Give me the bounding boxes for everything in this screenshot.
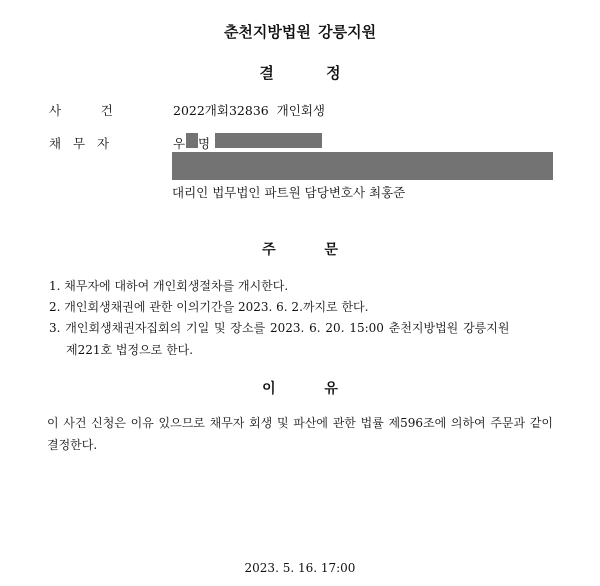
debtor-name-end: 명 [198,136,211,151]
order-item-3: 3. 개인회생채권자집회의 기일 및 장소를 2023. 6. 20. 15:00 춘천지방법원 강릉지원 [49,321,510,335]
order-item-2: 2. 개인회생채권에 관한 이의기간을 2023. 6. 2.까지로 한다. [49,300,369,314]
attorney-line: 대리인 법무법인 파트원 담당변호사 최홍준 [172,185,406,200]
redaction-debtor-info [215,133,322,148]
case-number: 2022개회32836 개인회생 [173,103,325,118]
reason-heading: 이 유 [262,381,338,397]
reason-text: 이 사건 신청은 이유 있으므로 채무자 회생 및 파산에 관한 법률 제596조에 의하여 주문과 같이 결정한다. [47,416,553,452]
case-label: 사 건 [49,103,113,118]
order-item-1: 1. 채무자에 대하여 개인회생절차를 개시한다. [49,279,289,293]
court-name: 춘천지방법원 강릉지원 [223,23,377,41]
redaction-address [172,152,553,180]
order-heading: 주 문 [262,242,338,258]
order-item-3-continued: 제221호 법정으로 한다. [66,343,194,357]
debtor-label: 채 무 자 [49,136,110,151]
decision-date: 2023. 5. 16. 17:00 [244,561,356,575]
debtor-name-start: 우 [173,136,186,151]
redaction-name-middle [186,133,198,148]
document-title: 결 정 [259,64,341,82]
